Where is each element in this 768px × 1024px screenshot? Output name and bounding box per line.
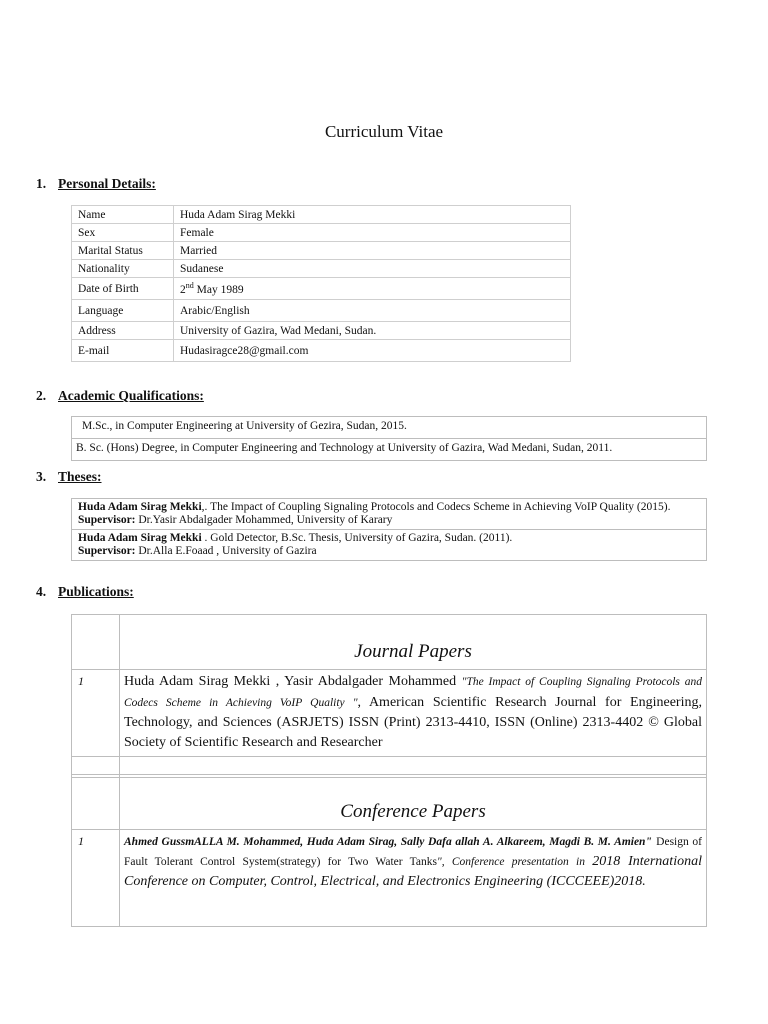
conference-heading: Conference Papers <box>340 801 486 822</box>
paper-number: 1 <box>72 830 120 926</box>
section-number: 4. <box>36 584 47 599</box>
conference-paper-entry <box>120 830 706 926</box>
section-heading-theses <box>36 469 102 485</box>
section-label: Academic Qualifications: <box>58 388 204 403</box>
dob-day: 2 <box>180 283 186 296</box>
field-key: Name <box>72 206 174 224</box>
paper-details: , American Scientific Research Journal for Engineering, Technology, and Sciences (ASRJETS) ISSN (Print) 2313-4410, ISSN (Online) 2313-4402 © Global Society of Scientific Research and Researcher <box>124 694 702 750</box>
section-label: Theses: <box>58 469 102 484</box>
paper-venue-prefix: ", Conference presentation in <box>436 856 593 868</box>
journal-heading: Journal Papers <box>354 641 472 662</box>
thesis-text: . Gold Detector, B.Sc. Thesis, University of Gazira, Sudan. (2011). <box>201 532 513 544</box>
paper-title: Design of Fault Tolerant Control System(strategy) for Two Water Tanks <box>124 836 702 868</box>
table-row <box>72 260 571 278</box>
paper-title: "The Impact of Coupling Signaling Protocols and Codecs Scheme in Achieving VoIP Quality " <box>124 676 702 709</box>
table-row <box>72 300 571 322</box>
academic-qualifications-box <box>71 416 707 461</box>
paper-number: 1 <box>72 670 120 756</box>
table-row <box>72 322 571 340</box>
journal-paper-entry <box>120 670 706 756</box>
supervisor-name: Dr.Yasir Abdalgader Mohammed, University of Karary <box>135 514 393 526</box>
field-value: Married <box>174 242 571 260</box>
table-row <box>72 242 571 260</box>
field-key: E-mail <box>72 340 174 362</box>
thesis-text: ,. The Impact of Coupling Signaling Protocols and Codecs Scheme in Achieving VoIP Quality (2015). <box>201 501 671 513</box>
thesis-author: Huda Adam Sirag Mekki <box>78 501 202 513</box>
section-heading-publications <box>36 584 134 600</box>
table-row <box>72 340 571 362</box>
field-key: Sex <box>72 224 174 242</box>
section-number: 3. <box>36 469 47 484</box>
section-heading-personal <box>36 176 156 192</box>
field-key: Nationality <box>72 260 174 278</box>
qualification-item: M.Sc., in Computer Engineering at University of Gezira, Sudan, 2015. <box>82 420 407 432</box>
theses-box <box>71 498 707 561</box>
supervisor-label: Supervisor: <box>78 514 136 526</box>
paper-details: 2018 International Conference on Computer, Control, Electrical, and Electronics Engineering (ICCCEEE)2018. <box>124 854 702 889</box>
field-value: University of Gazira, Wad Medani, Sudan. <box>174 322 571 340</box>
field-value: Female <box>174 224 571 242</box>
page-title: Curriculum Vitae <box>324 122 444 141</box>
paper-authors: Huda Adam Sirag Mekki , Yasir Abdalgader Mohammed <box>124 674 462 689</box>
conference-papers-table <box>71 774 707 927</box>
field-value: Huda Adam Sirag Mekki <box>174 206 571 224</box>
thesis-item <box>72 529 706 560</box>
dob-rest: May 1989 <box>193 283 244 296</box>
thesis-author: Huda Adam Sirag Mekki <box>78 532 202 544</box>
qualification-item: B. Sc. (Hons) Degree, in Computer Engineering and Technology at University of Gazira, Wad Medani, Sudan, 2011. <box>72 438 706 460</box>
email-value: Hudasiragce28@gmail.com <box>174 340 571 362</box>
supervisor-name: Dr.Alla E.Foaad , University of Gazira <box>135 545 317 557</box>
section-label: Personal Details: <box>58 176 156 191</box>
section-number: 2. <box>36 388 47 403</box>
field-value: Arabic/English <box>174 300 571 322</box>
field-key: Language <box>72 300 174 322</box>
thesis-item <box>72 499 706 529</box>
supervisor-label: Supervisor: <box>78 545 136 557</box>
table-row <box>72 206 571 224</box>
section-heading-academic <box>36 388 204 404</box>
section-label: Publications: <box>58 584 134 599</box>
field-key: Address <box>72 322 174 340</box>
journal-papers-table <box>71 614 707 778</box>
paper-authors: Ahmed GussmALLA M. Mohammed, Huda Adam Sirag, Sally Dafa allah A. Alkareem, Magdi B. M. Amien" <box>124 836 652 848</box>
field-value <box>174 278 571 300</box>
table-row <box>72 224 571 242</box>
personal-details-table <box>71 205 571 362</box>
table-row <box>72 278 571 300</box>
field-key: Marital Status <box>72 242 174 260</box>
field-value: Sudanese <box>174 260 571 278</box>
section-number: 1. <box>36 176 47 191</box>
dob-suffix: nd <box>185 281 194 291</box>
field-key: Date of Birth <box>72 278 174 300</box>
